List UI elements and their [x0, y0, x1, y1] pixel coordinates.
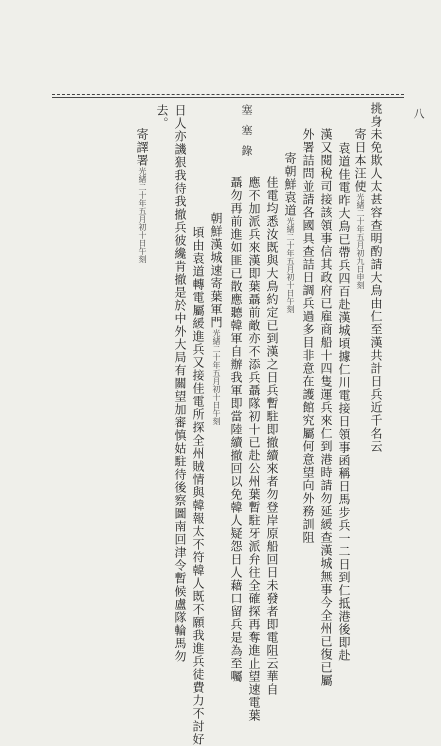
- letter-date-note: 光緒二十年五月初十日午刻: [212, 329, 221, 425]
- text-column-12: 日人亦譏狠我待我撤兵彼纔肯撤是於中外大局有關望加審慎姑駐待後察圖南回津令暫候盧隊輪馬勿: [173, 104, 187, 663]
- letter-date-note: 光緒二十年五月初十日午刻: [138, 167, 147, 263]
- text-column-4: 漢又閱稅司接該領事信其政府已雇商船十四隻運兵來仁到港時請勿延緩查漢城無事今全州已復已屬: [319, 128, 333, 687]
- text-column-5: 外署詰問並請各國具查詰日調兵過多目非意在護館究屬何意望向外務訓阻: [301, 128, 315, 544]
- letter-heading-text: 朝鮮漢城速寄葉軍門: [209, 212, 223, 329]
- letter-heading-text: 寄日本汪使: [353, 128, 367, 193]
- text-column-8: 應不加派兵來漢即葉聶前敵亦不添兵聶隊初十已赴公州葉暫駐牙派弁往全確探再奪進止望速電葉: [247, 176, 261, 722]
- text-column-9: 聶勿再前進如匪已散應聽韓軍自辦我軍即當陸續撤回以免韓人疑怨日人藉口留兵是為至囑: [229, 176, 243, 683]
- text-column-3: 袁道佳電昨大鳥已帶兵四百赴漢城頃據仁川電接日領事函稱日馬步兵一二日到仁抵港後即赴: [337, 142, 351, 662]
- text-column-1: 挑身未免欺人太甚容查明酌請大鳥由仁至漢共計日兵近千名云: [369, 102, 383, 453]
- letter-heading-japan-envoy: [352, 128, 368, 289]
- letter-heading-foreign-office: [134, 128, 150, 263]
- letter-heading-korea: [282, 152, 298, 313]
- letter-heading-hanseong: [208, 212, 224, 425]
- book-title: 塞 塞 錄: [240, 104, 253, 159]
- letter-heading-text: 寄譯署: [135, 128, 149, 167]
- letter-date-note: 光緒二十年五月初十日午刻: [286, 217, 295, 313]
- header-rule-dashed: [52, 94, 404, 95]
- letter-date-note: 光緒二十年五月初九日申刻: [356, 193, 365, 289]
- header-rule: [52, 97, 404, 98]
- letter-heading-text: 寄朝鮮袁道: [283, 152, 297, 217]
- text-column-13: 去。: [155, 104, 169, 130]
- text-column-7: 佳電均悉汝既與大鳥約定已到漢之日兵暫駐即撤續來者勿登岸原船回日未發者即電阻云華自: [265, 176, 279, 696]
- text-column-11: 頃由袁道轉電屬緩進兵又接佳電所探全州賊情與韓報太不符韓人既不願我進兵徒費力不討好: [191, 226, 205, 746]
- page-number: 八: [412, 108, 425, 119]
